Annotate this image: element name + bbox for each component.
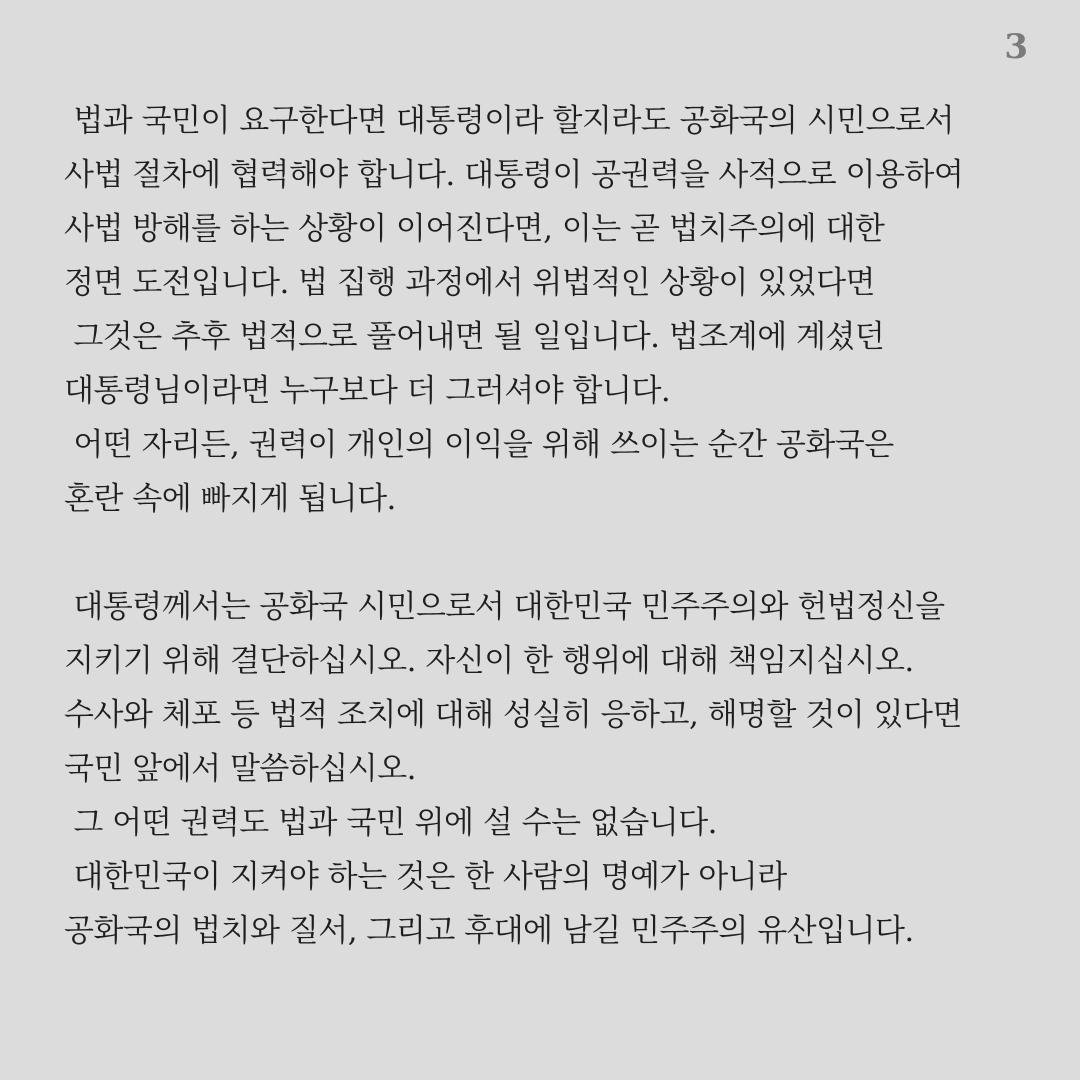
text-line: 정면 도전입니다. 법 집행 과정에서 위법적인 상황이 있었다면 — [64, 265, 875, 301]
text-line: 대통령께서는 공화국 시민으로서 대한민국 민주주의와 헌법정신을 — [64, 589, 945, 625]
body-text — [64, 94, 1054, 958]
text-line: 어떤 자리든, 권력이 개인의 이익을 위해 쓰이는 순간 공화국은 — [64, 427, 894, 463]
text-line: 법과 국민이 요구한다면 대통령이라 할지라도 공화국의 시민으로서 — [64, 103, 954, 139]
text-line: 수사와 체포 등 법적 조치에 대해 성실히 응하고, 해명할 것이 있다면 — [64, 697, 962, 733]
text-line: 지키기 위해 결단하십시오. 자신이 한 행위에 대해 책임지십시오. — [64, 643, 914, 679]
paragraph-1 — [64, 94, 1054, 526]
text-line: 공화국의 법치와 질서, 그리고 후대에 남길 민주주의 유산입니다. — [64, 913, 914, 949]
text-line: 그것은 추후 법적으로 풀어내면 될 일입니다. 법조계에 계셨던 — [64, 319, 885, 355]
text-line: 그 어떤 권력도 법과 국민 위에 설 수는 없습니다. — [64, 805, 718, 841]
text-line: 대한민국이 지켜야 하는 것은 한 사람의 명예가 아니라 — [64, 859, 787, 895]
text-line: 사법 절차에 협력해야 합니다. 대통령이 공권력을 사적으로 이용하여 — [64, 157, 964, 193]
text-line: 대통령님이라면 누구보다 더 그러셔야 합니다. — [64, 373, 671, 409]
paragraph-gap — [64, 526, 1054, 580]
paragraph-2 — [64, 580, 1054, 958]
page-number: 3 — [1004, 27, 1028, 67]
text-line: 혼란 속에 빠지게 됩니다. — [64, 481, 396, 517]
text-line: 국민 앞에서 말씀하십시오. — [64, 751, 416, 787]
text-line: 사법 방해를 하는 상황이 이어진다면, 이는 곧 법치주의에 대한 — [64, 211, 885, 247]
